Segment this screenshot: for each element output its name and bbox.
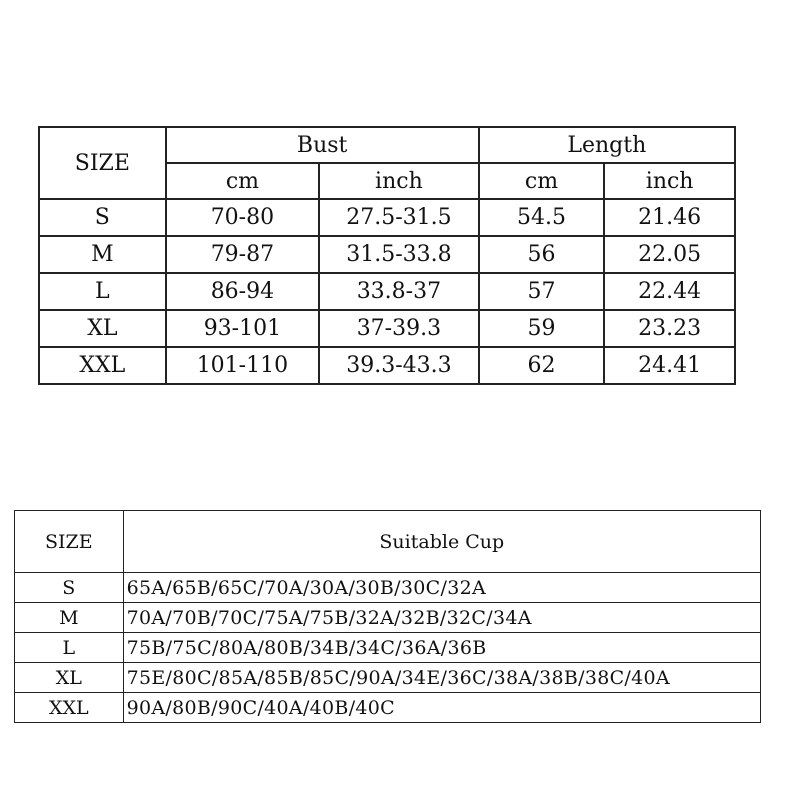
size-cell: XXL	[39, 347, 166, 384]
suitable-cup-table	[14, 510, 761, 723]
length-cm-header: cm	[479, 163, 605, 199]
length-inch-cell: 21.46	[604, 199, 735, 236]
size-column-header: SIZE	[39, 127, 166, 199]
bust-cm-cell: 79-87	[166, 236, 320, 273]
bust-inch-cell: 37-39.3	[319, 310, 479, 347]
length-cm-cell: 54.5	[479, 199, 605, 236]
length-inch-cell: 22.44	[604, 273, 735, 310]
cup-list-cell: 90A/80B/90C/40A/40B/40C	[123, 693, 760, 723]
cup-list-cell: 70A/70B/70C/75A/75B/32A/32B/32C/34A	[123, 603, 760, 633]
bust-inch-cell: 33.8-37	[319, 273, 479, 310]
table-row	[39, 236, 735, 273]
bust-inch-header: inch	[319, 163, 479, 199]
length-inch-header: inch	[604, 163, 735, 199]
cup-list-cell: 65A/65B/65C/70A/30A/30B/30C/32A	[123, 573, 760, 603]
bust-cm-cell: 93-101	[166, 310, 320, 347]
size-cell: XL	[15, 663, 124, 693]
size-cell: S	[39, 199, 166, 236]
length-inch-cell: 22.05	[604, 236, 735, 273]
table-row	[39, 347, 735, 384]
bust-cm-cell: 101-110	[166, 347, 320, 384]
table-row	[15, 693, 761, 723]
length-inch-cell: 23.23	[604, 310, 735, 347]
size-cell: S	[15, 573, 124, 603]
size-column-header: SIZE	[15, 511, 124, 573]
size-cell: M	[39, 236, 166, 273]
size-cell: XXL	[15, 693, 124, 723]
length-cm-cell: 59	[479, 310, 605, 347]
cup-table-header-row	[15, 511, 761, 573]
bust-cm-header: cm	[166, 163, 320, 199]
table-row	[15, 603, 761, 633]
bust-group-header: Bust	[166, 127, 479, 163]
table-row	[15, 573, 761, 603]
length-cm-cell: 62	[479, 347, 605, 384]
length-inch-cell: 24.41	[604, 347, 735, 384]
length-cm-cell: 57	[479, 273, 605, 310]
length-group-header: Length	[479, 127, 735, 163]
suitable-cup-header: Suitable Cup	[123, 511, 760, 573]
table-row	[39, 199, 735, 236]
size-cell: M	[15, 603, 124, 633]
size-measurement-table	[38, 126, 736, 385]
cup-list-cell: 75B/75C/80A/80B/34B/34C/36A/36B	[123, 633, 760, 663]
bust-inch-cell: 31.5-33.8	[319, 236, 479, 273]
size-cell: L	[15, 633, 124, 663]
size-cell: L	[39, 273, 166, 310]
table-row	[15, 633, 761, 663]
bust-cm-cell: 86-94	[166, 273, 320, 310]
bust-inch-cell: 39.3-43.3	[319, 347, 479, 384]
cup-list-cell: 75E/80C/85A/85B/85C/90A/34E/36C/38A/38B/38C/40A	[123, 663, 760, 693]
table-row	[39, 310, 735, 347]
table-row	[39, 273, 735, 310]
table-row	[15, 663, 761, 693]
size-table-header-row	[39, 127, 735, 163]
bust-inch-cell: 27.5-31.5	[319, 199, 479, 236]
size-cell: XL	[39, 310, 166, 347]
length-cm-cell: 56	[479, 236, 605, 273]
bust-cm-cell: 70-80	[166, 199, 320, 236]
